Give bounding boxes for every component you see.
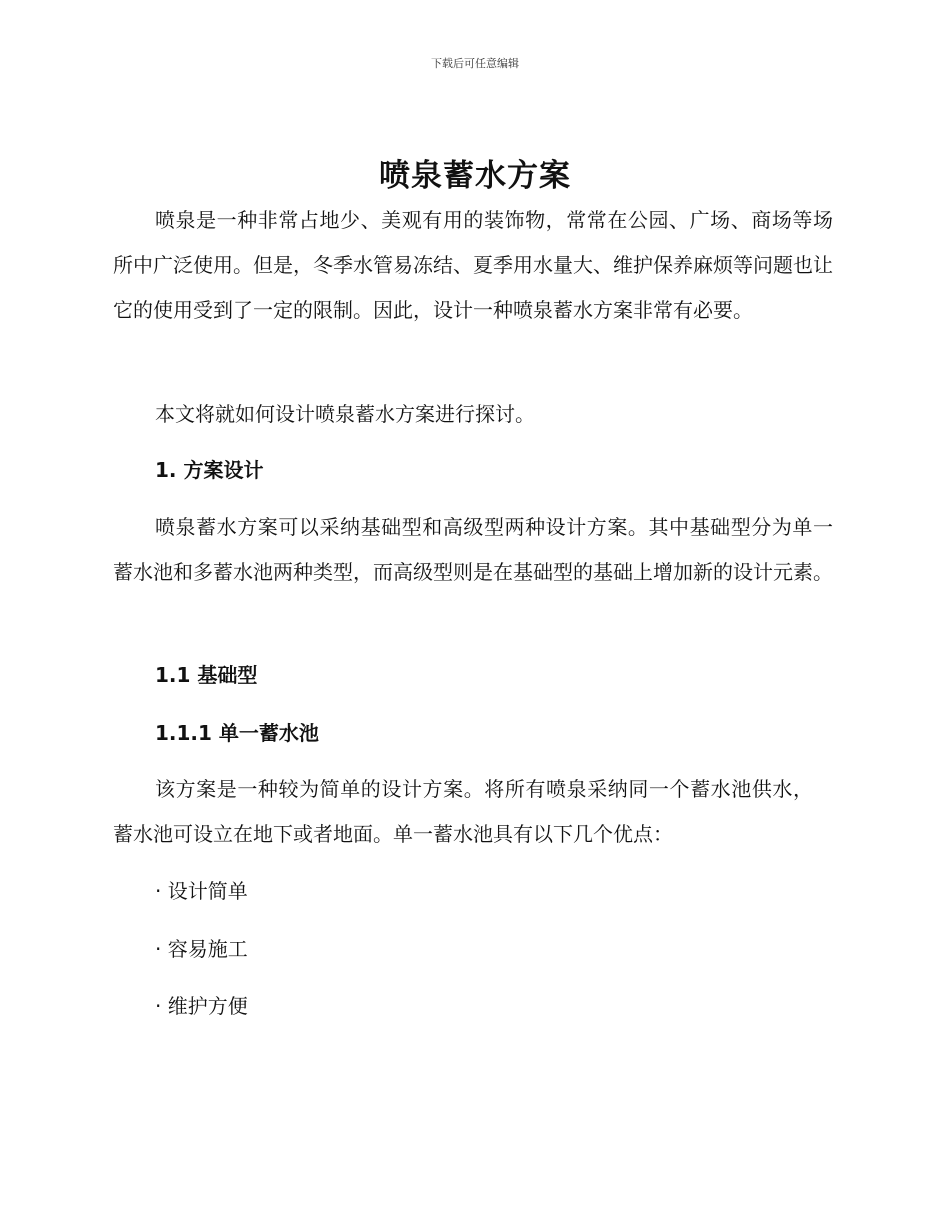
single-pool-text: 该方案是一种较为简单的设计方案。将所有喷泉采纳同一个蓄水池供水，蓄水池可设立在地下或者地面。单一蓄水池具有以下几个优点： bbox=[113, 777, 813, 846]
design-text: 喷泉蓄水方案可以采纳基础型和高级型两种设计方案。其中基础型分为单一蓄水池和多蓄水池两种类型，而高级型则是在基础型的基础上增加新的设计元素。 bbox=[113, 515, 833, 584]
single-pool-paragraph bbox=[113, 767, 813, 857]
intro-paragraph bbox=[113, 198, 833, 333]
section-heading-1-1: 1.1 基础型 bbox=[155, 663, 258, 687]
section-heading-1-1-1: 1.1.1 单一蓄水池 bbox=[155, 721, 319, 745]
bullet-item: · 容易施工 bbox=[155, 937, 248, 961]
bullet-item: · 维护方便 bbox=[155, 994, 248, 1018]
design-paragraph bbox=[113, 505, 833, 595]
bullet-item: · 设计简单 bbox=[155, 879, 248, 903]
purpose-text: 本文将就如何设计喷泉蓄水方案进行探讨。 bbox=[155, 402, 535, 426]
purpose-paragraph bbox=[113, 392, 833, 437]
intro-text: 喷泉是一种非常占地少、美观有用的装饰物，常常在公园、广场、商场等场所中广泛使用。但是，冬季水管易冻结、夏季用水量大、维护保养麻烦等问题也让它的使用受到了一定的限制。因此，设计一种喷泉蓄水方案非常有必要。 bbox=[113, 208, 833, 322]
section-heading-1: 1. 方案设计 bbox=[155, 458, 264, 482]
document-title: 喷泉蓄水方案 bbox=[379, 158, 571, 194]
page-header: 下载后可任意编辑 bbox=[431, 57, 519, 70]
